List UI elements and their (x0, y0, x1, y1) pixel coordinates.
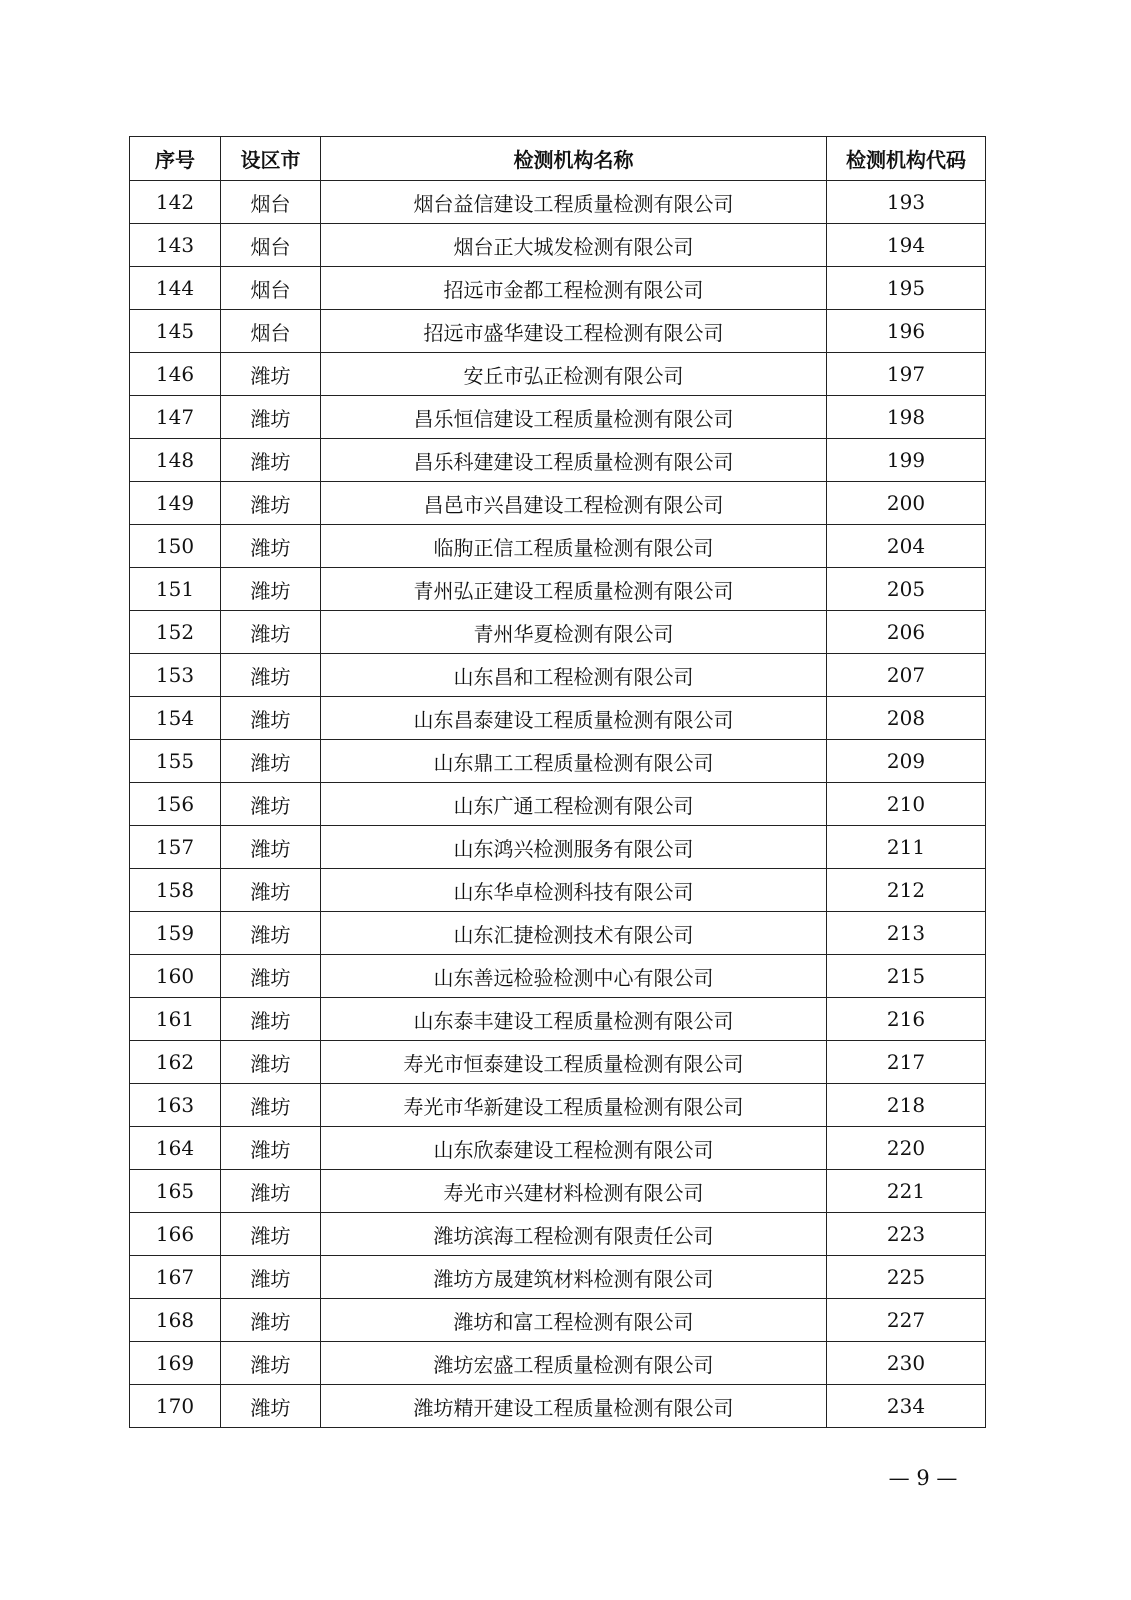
institution-name-cell: 潍坊方晟建筑材料检测有限公司 (321, 1256, 827, 1299)
serial-number-cell: 170 (130, 1385, 221, 1428)
city-cell: 潍坊 (221, 740, 321, 783)
table-row (130, 181, 986, 224)
institution-code-cell: 230 (827, 1342, 986, 1385)
institution-code-cell: 197 (827, 353, 986, 396)
serial-number-cell: 156 (130, 783, 221, 826)
city-cell: 潍坊 (221, 568, 321, 611)
city-cell: 潍坊 (221, 1041, 321, 1084)
serial-number-cell: 154 (130, 697, 221, 740)
institution-code-cell: 217 (827, 1041, 986, 1084)
institution-code-cell: 204 (827, 525, 986, 568)
institution-name-cell: 招远市盛华建设工程检测有限公司 (321, 310, 827, 353)
city-cell: 潍坊 (221, 783, 321, 826)
serial-number-cell: 150 (130, 525, 221, 568)
table-body (130, 181, 986, 1428)
table-row (130, 482, 986, 525)
table-row (130, 912, 986, 955)
city-cell: 烟台 (221, 267, 321, 310)
institution-name-cell: 山东昌和工程检测有限公司 (321, 654, 827, 697)
institution-code-cell: 209 (827, 740, 986, 783)
institution-code-cell: 211 (827, 826, 986, 869)
institution-name-cell: 昌乐恒信建设工程质量检测有限公司 (321, 396, 827, 439)
city-cell: 潍坊 (221, 998, 321, 1041)
institution-name-cell: 山东鸿兴检测服务有限公司 (321, 826, 827, 869)
table-row (130, 1084, 986, 1127)
institution-name-cell: 烟台正大城发检测有限公司 (321, 224, 827, 267)
table-row (130, 439, 986, 482)
serial-number-cell: 142 (130, 181, 221, 224)
city-cell: 潍坊 (221, 1256, 321, 1299)
table-row (130, 525, 986, 568)
city-cell: 潍坊 (221, 1170, 321, 1213)
institution-code-cell: 208 (827, 697, 986, 740)
serial-number-cell: 144 (130, 267, 221, 310)
city-cell: 潍坊 (221, 396, 321, 439)
serial-number-cell: 149 (130, 482, 221, 525)
serial-number-cell: 157 (130, 826, 221, 869)
table-row (130, 1170, 986, 1213)
institution-code-cell: 213 (827, 912, 986, 955)
city-cell: 潍坊 (221, 1342, 321, 1385)
city-cell: 潍坊 (221, 439, 321, 482)
institution-code-cell: 199 (827, 439, 986, 482)
serial-number-cell: 162 (130, 1041, 221, 1084)
city-cell: 潍坊 (221, 912, 321, 955)
institution-name-cell: 寿光市华新建设工程质量检测有限公司 (321, 1084, 827, 1127)
institution-name-cell: 山东善远检验检测中心有限公司 (321, 955, 827, 998)
city-cell: 烟台 (221, 310, 321, 353)
institution-code-cell: 220 (827, 1127, 986, 1170)
serial-number-cell: 163 (130, 1084, 221, 1127)
institution-code-cell: 198 (827, 396, 986, 439)
serial-number-cell: 152 (130, 611, 221, 654)
table-row (130, 224, 986, 267)
table-row (130, 353, 986, 396)
institution-name-cell: 山东昌泰建设工程质量检测有限公司 (321, 697, 827, 740)
serial-number-cell: 147 (130, 396, 221, 439)
institution-name-cell: 青州弘正建设工程质量检测有限公司 (321, 568, 827, 611)
city-cell: 潍坊 (221, 654, 321, 697)
serial-number-cell: 165 (130, 1170, 221, 1213)
serial-number-cell: 167 (130, 1256, 221, 1299)
table-row (130, 1041, 986, 1084)
table-row (130, 1385, 986, 1428)
institution-code-cell: 196 (827, 310, 986, 353)
serial-number-cell: 168 (130, 1299, 221, 1342)
table-row (130, 267, 986, 310)
institution-name-cell: 潍坊和富工程检测有限公司 (321, 1299, 827, 1342)
institution-code-cell: 193 (827, 181, 986, 224)
table-row (130, 310, 986, 353)
table-row (130, 697, 986, 740)
institution-code-cell: 195 (827, 267, 986, 310)
institution-table (129, 136, 986, 1428)
header-institution-code: 检测机构代码 (827, 137, 986, 181)
institution-code-cell: 216 (827, 998, 986, 1041)
city-cell: 潍坊 (221, 955, 321, 998)
city-cell: 潍坊 (221, 869, 321, 912)
city-cell: 潍坊 (221, 826, 321, 869)
institution-name-cell: 寿光市兴建材料检测有限公司 (321, 1170, 827, 1213)
institution-name-cell: 临朐正信工程质量检测有限公司 (321, 525, 827, 568)
institution-name-cell: 潍坊宏盛工程质量检测有限公司 (321, 1342, 827, 1385)
institution-code-cell: 200 (827, 482, 986, 525)
table-row (130, 998, 986, 1041)
city-cell: 潍坊 (221, 482, 321, 525)
institution-name-cell: 山东华卓检测科技有限公司 (321, 869, 827, 912)
table-row (130, 1256, 986, 1299)
table-row (130, 396, 986, 439)
table-header-row (130, 137, 986, 181)
serial-number-cell: 143 (130, 224, 221, 267)
institution-code-cell: 206 (827, 611, 986, 654)
serial-number-cell: 153 (130, 654, 221, 697)
serial-number-cell: 148 (130, 439, 221, 482)
institution-code-cell: 205 (827, 568, 986, 611)
city-cell: 潍坊 (221, 353, 321, 396)
institution-name-cell: 招远市金都工程检测有限公司 (321, 267, 827, 310)
table-row (130, 740, 986, 783)
institution-code-cell: 210 (827, 783, 986, 826)
city-cell: 潍坊 (221, 1127, 321, 1170)
table-row (130, 1342, 986, 1385)
institution-name-cell: 山东泰丰建设工程质量检测有限公司 (321, 998, 827, 1041)
institution-name-cell: 山东鼎工工程质量检测有限公司 (321, 740, 827, 783)
table-row (130, 1127, 986, 1170)
city-cell: 烟台 (221, 224, 321, 267)
institution-code-cell: 225 (827, 1256, 986, 1299)
institution-name-cell: 青州华夏检测有限公司 (321, 611, 827, 654)
institution-code-cell: 207 (827, 654, 986, 697)
serial-number-cell: 160 (130, 955, 221, 998)
institution-code-cell: 234 (827, 1385, 986, 1428)
header-institution-name: 检测机构名称 (321, 137, 827, 181)
page-number: — 9 — (888, 1466, 958, 1490)
table-row (130, 869, 986, 912)
table-row (130, 1213, 986, 1256)
city-cell: 潍坊 (221, 1213, 321, 1256)
institution-name-cell: 安丘市弘正检测有限公司 (321, 353, 827, 396)
institution-name-cell: 寿光市恒泰建设工程质量检测有限公司 (321, 1041, 827, 1084)
header-serial-number: 序号 (130, 137, 221, 181)
institution-code-cell: 221 (827, 1170, 986, 1213)
serial-number-cell: 161 (130, 998, 221, 1041)
city-cell: 潍坊 (221, 611, 321, 654)
serial-number-cell: 164 (130, 1127, 221, 1170)
institution-name-cell: 山东汇捷检测技术有限公司 (321, 912, 827, 955)
table-row (130, 955, 986, 998)
institution-code-cell: 223 (827, 1213, 986, 1256)
table-row (130, 654, 986, 697)
institution-code-cell: 218 (827, 1084, 986, 1127)
institution-code-cell: 194 (827, 224, 986, 267)
city-cell: 潍坊 (221, 1385, 321, 1428)
institution-code-cell: 227 (827, 1299, 986, 1342)
header-city: 设区市 (221, 137, 321, 181)
institution-name-cell: 昌乐科建建设工程质量检测有限公司 (321, 439, 827, 482)
city-cell: 潍坊 (221, 697, 321, 740)
serial-number-cell: 145 (130, 310, 221, 353)
city-cell: 潍坊 (221, 525, 321, 568)
institution-name-cell: 山东广通工程检测有限公司 (321, 783, 827, 826)
institution-name-cell: 山东欣泰建设工程检测有限公司 (321, 1127, 827, 1170)
institution-name-cell: 烟台益信建设工程质量检测有限公司 (321, 181, 827, 224)
serial-number-cell: 158 (130, 869, 221, 912)
serial-number-cell: 166 (130, 1213, 221, 1256)
serial-number-cell: 169 (130, 1342, 221, 1385)
city-cell: 潍坊 (221, 1084, 321, 1127)
table-row (130, 783, 986, 826)
city-cell: 潍坊 (221, 1299, 321, 1342)
serial-number-cell: 159 (130, 912, 221, 955)
serial-number-cell: 151 (130, 568, 221, 611)
city-cell: 烟台 (221, 181, 321, 224)
table-row (130, 1299, 986, 1342)
table-row (130, 611, 986, 654)
institution-code-cell: 215 (827, 955, 986, 998)
table-row (130, 826, 986, 869)
institution-name-cell: 潍坊精开建设工程质量检测有限公司 (321, 1385, 827, 1428)
serial-number-cell: 155 (130, 740, 221, 783)
institution-name-cell: 潍坊滨海工程检测有限责任公司 (321, 1213, 827, 1256)
serial-number-cell: 146 (130, 353, 221, 396)
institution-name-cell: 昌邑市兴昌建设工程检测有限公司 (321, 482, 827, 525)
institution-code-cell: 212 (827, 869, 986, 912)
table-row (130, 568, 986, 611)
